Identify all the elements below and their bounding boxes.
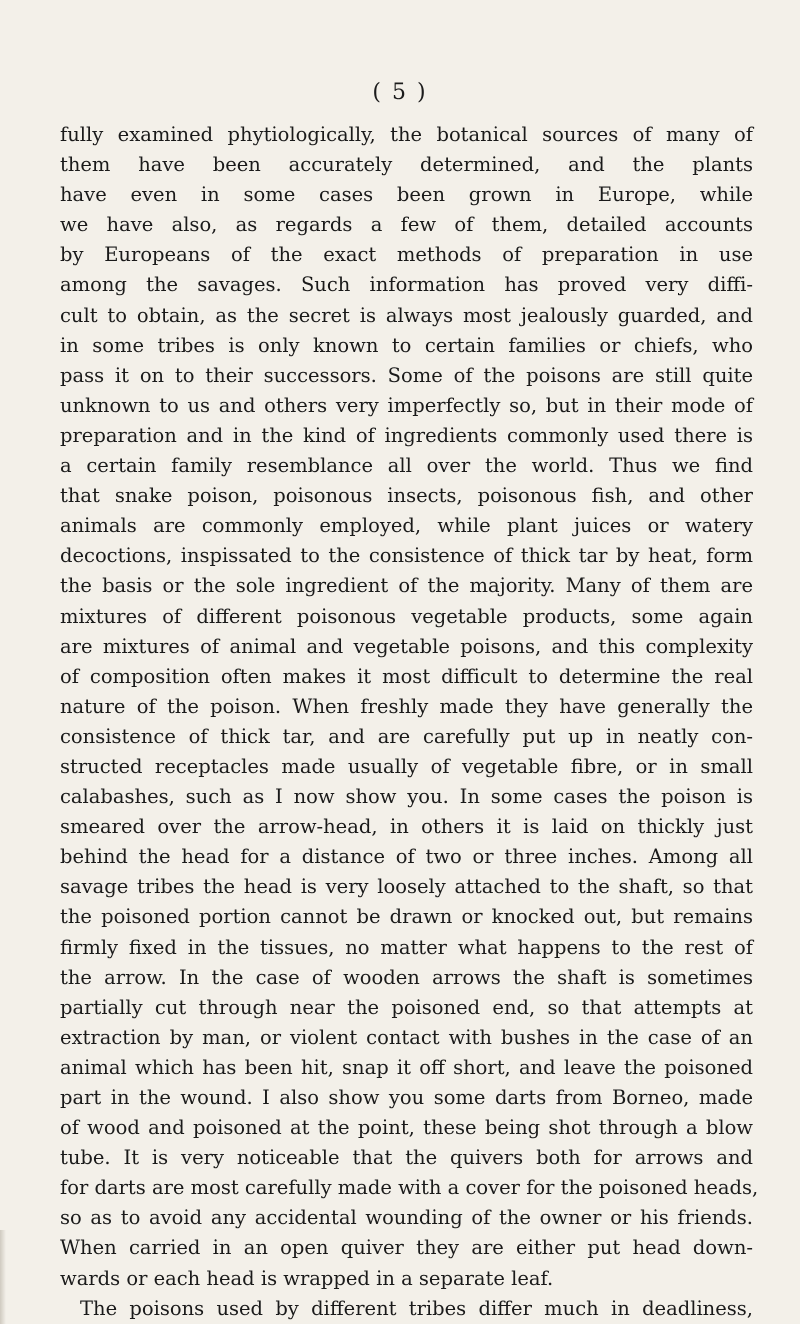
- text-line: animals are commonly employed, while plant juices or watery: [60, 514, 753, 538]
- text-line: unknown to us and others very imperfectly so, but in their mode of: [60, 393, 753, 417]
- body-text: [60, 120, 759, 1324]
- text-line: by Europeans of the exact methods of preparation in use: [60, 243, 753, 267]
- text-line: are mixtures of animal and vegetable poisons, and this complexity: [60, 634, 753, 658]
- text-line: firmly fixed in the tissues, no matter what happens to the rest of: [60, 935, 753, 959]
- text-line: wards or each head is wrapped in a separate leaf.: [60, 1266, 554, 1290]
- text-line: a certain family resemblance all over the world. Thus we find: [60, 454, 753, 478]
- text-line: smeared over the arrow-head, in others it is laid on thickly just: [60, 815, 753, 839]
- text-line: preparation and in the kind of ingredients commonly used there is: [60, 423, 753, 447]
- text-line: fully examined phytiologically, the botanical sources of many of: [60, 123, 753, 146]
- text-line: consistence of thick tar, and are carefully put up in neatly con-: [60, 724, 753, 748]
- text-line: structed receptacles made usually of vegetable fibre, or in small: [60, 754, 753, 778]
- text-line: When carried in an open quiver they are either put head down-: [60, 1236, 753, 1260]
- text-line: extraction by man, or violent contact with bushes in the case of an: [60, 1025, 753, 1049]
- text-line: of wood and poisoned at the point, these being shot through a blow: [60, 1116, 753, 1140]
- page-edge-shadow: [0, 1230, 6, 1324]
- text-line: pass it on to their successors. Some of the poisons are still quite: [60, 363, 753, 387]
- text-line: for darts are most carefully made with a cover for the poisoned heads,: [60, 1176, 759, 1200]
- text-line: savage tribes the head is very loosely attached to the shaft, so that: [60, 875, 753, 899]
- text-line: so as to avoid any accidental wounding of the owner or his friends.: [60, 1206, 753, 1230]
- text-line: The poisons used by different tribes differ much in deadliness,: [80, 1296, 753, 1320]
- text-line: decoctions, inspissated to the consistence of thick tar by heat, form: [60, 544, 753, 568]
- text-line: behind the head for a distance of two or three inches. Among all: [60, 845, 753, 869]
- text-line: animal which has been hit, snap it off short, and leave the poisoned: [60, 1055, 753, 1079]
- text-line: mixtures of different poisonous vegetable products, some again: [60, 604, 753, 628]
- text-line: we have also, as regards a few of them, detailed accounts: [60, 213, 753, 237]
- text-line: that snake poison, poisonous insects, poisonous fish, and other: [60, 484, 753, 508]
- text-line: the poisoned portion cannot be drawn or knocked out, but remains: [60, 905, 753, 929]
- text-line: part in the wound. I also show you some darts from Borneo, made: [60, 1086, 753, 1109]
- text-line: among the savages. Such information has proved very diffi-: [60, 273, 753, 297]
- text-line: have even in some cases been grown in Europe, while: [60, 183, 753, 207]
- text-line: the arrow. In the case of wooden arrows the shaft is sometimes: [60, 965, 753, 989]
- text-line: the basis or the sole ingredient of the majority. Many of them are: [60, 574, 753, 598]
- text-line: partially cut through near the poisoned end, so that attempts at: [60, 995, 753, 1019]
- text-line: calabashes, such as I now show you. In some cases the poison is: [60, 785, 753, 809]
- text-line: of composition often makes it most difficult to determine the real: [60, 664, 753, 688]
- page-number: ( 5 ): [372, 80, 428, 105]
- text-line: nature of the poison. When freshly made they have generally the: [60, 694, 753, 718]
- text-line: tube. It is very noticeable that the quivers both for arrows and: [60, 1146, 753, 1170]
- text-line: them have been accurately determined, and the plants: [60, 153, 753, 177]
- text-line: in some tribes is only known to certain families or chiefs, who: [60, 333, 753, 357]
- text-line: cult to obtain, as the secret is always most jealously guarded, and: [60, 303, 753, 327]
